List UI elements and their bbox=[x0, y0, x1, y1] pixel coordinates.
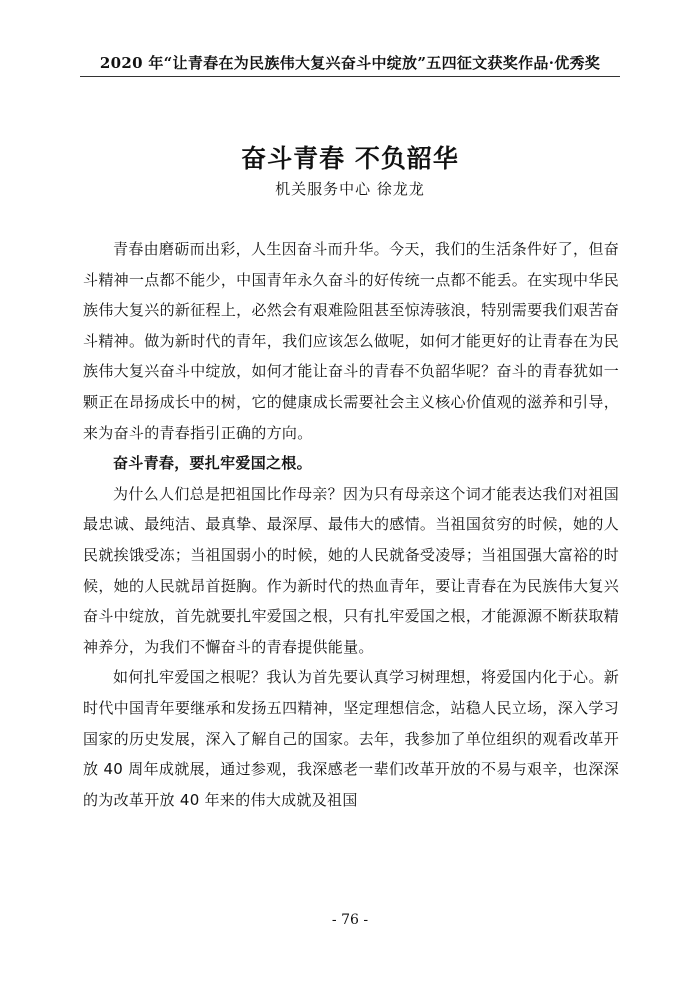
article-body bbox=[83, 234, 619, 815]
article-title: 奋斗青春 不负韶华 bbox=[241, 144, 459, 173]
page-number: - 76 - bbox=[331, 912, 369, 928]
paragraph-motherland: 为什么人们总是把祖国比作母亲？因为只有母亲这个词才能表达我们对祖国最忠诚、最纯洁、最真挚、最深厚、最伟大的感情。当祖国贫穷的时候，她的人民就挨饿受冻；当祖国弱小的时候，她的人民就备受凌辱；当祖国强大富裕的时候，她的人民就昂首挺胸。作为新时代的热血青年，要让青春在为民族伟大复兴奋斗中绽放，首先就要扎牢爱国之根，只有扎牢爱国之根，才能源源不断获取精神养分，为我们不懈奋斗的青春提供能量。 bbox=[83, 484, 619, 656]
section-heading: 奋斗青春，要扎牢爱国之根。 bbox=[113, 454, 312, 473]
header-divider bbox=[80, 76, 620, 77]
article-author: 机关服务中心 徐龙龙 bbox=[275, 180, 425, 198]
paragraph-how-to: 如何扎牢爱国之根呢？我认为首先要认真学习树理想，将爱国内化于心。新时代中国青年要继承和发扬五四精神，坚定理想信念，站稳人民立场，深入学习国家的历史发展，深入了解自己的国家。去年，我参加了单位组织的观看改革开放 40 周年成就展，通过参观，我深感老一辈们改革开放的不易与艰辛，也深深的为改革开放 40 年来的伟大成就及祖国 bbox=[83, 668, 619, 809]
paragraph-intro: 青春由磨砺而出彩，人生因奋斗而升华。今天，我们的生活条件好了，但奋斗精神一点都不能少，中国青年永久奋斗的好传统一点都不能丢。在实现中华民族伟大复兴的新征程上，必然会有艰难险阻甚至惊涛骇浪，特别需要我们艰苦奋斗精神。做为新时代的青年，我们应该怎么做呢，如何才能更好的让青春在为民族伟大复兴奋斗中绽放，如何才能让奋斗的青春不负韶华呢？奋斗的青春犹如一颗正在昂扬成长中的树，它的健康成长需要社会主义核心价值观的滋养和引导，来为奋斗的青春指引正确的方向。 bbox=[83, 240, 619, 442]
running-header: 2020 年“让青春在为民族伟大复兴奋斗中绽放”五四征文获奖作品·优秀奖 bbox=[99, 54, 601, 72]
